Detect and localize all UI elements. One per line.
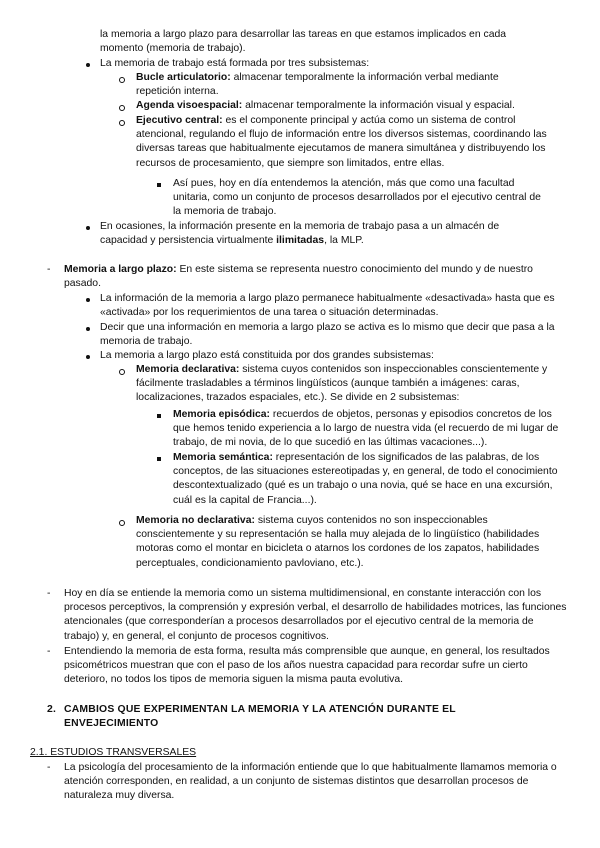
asi-pues-item: Así pues, hoy en día entendemos la atención, más que como una facultad unitaria, como un conjunto de procesos desarrollados por el ejecutivo central de la memoria de trabajo. — [173, 178, 541, 218]
bullet-dot-icon — [86, 63, 90, 67]
bullet-dot-icon — [86, 355, 90, 359]
section-number: 2. — [47, 704, 57, 715]
memoria-no-declarativa-item — [136, 514, 566, 571]
bucle-label: Bucle articulatorio: — [136, 72, 231, 83]
bullet-dot-icon — [86, 298, 90, 302]
dash-marker: - — [47, 762, 51, 773]
section-2-1-heading: 2.1. ESTUDIOS TRANSVERSALES — [30, 747, 197, 758]
bullet-square-icon — [157, 414, 161, 418]
dash-marker: - — [47, 646, 51, 657]
memoria-episodica-item — [173, 408, 568, 451]
mlp-paragraph — [64, 263, 544, 291]
bullet-square-icon — [157, 183, 161, 187]
ilimitadas-emphasis: ilimitadas — [276, 235, 325, 247]
episodica-label: Memoria episódica: — [173, 409, 271, 420]
bullet-dot-icon — [86, 327, 90, 331]
no-declarativa-text: sistema cuyos contenidos no son inspeccionables conscientemente y su representación se halla muy alejada de lo lingüístico (habilidades motoras como el montar en bicicleta o atarnos los cordones de los zapatos, habilidades perceptuales, condicionamiento pavloviano, etc.). — [136, 515, 540, 569]
memoria-declarativa-item — [136, 363, 556, 406]
mlp-label: Memoria a largo plazo: — [64, 264, 177, 275]
agenda-visoespacial-item — [136, 99, 556, 113]
mlp-bullet-2: Decir que una información en memoria a largo plazo se activa es lo mismo que decir que pasa a la memoria de trabajo. — [100, 322, 555, 348]
no-declarativa-label: Memoria no declarativa: — [136, 515, 255, 526]
declarativa-label: Memoria declarativa: — [136, 364, 240, 375]
dash-marker: - — [47, 264, 51, 275]
bullet-square-icon — [157, 457, 161, 461]
semantica-label: Memoria semántica: — [173, 452, 273, 463]
psicologia-paragraph: La psicología del procesamiento de la información entiende que lo que habitualmente llamamos memoria o atención corresponden, en realidad, a un conjunto de sistemas distintos que desarrollan procesos de naturaleza muy diversa. — [64, 762, 557, 802]
ocasiones-bullet — [100, 220, 540, 248]
mlp-text: En este sistema se representa nuestro conocimiento del mundo y de nuestro pasado. — [64, 264, 533, 290]
ocasiones-text: En ocasiones, la información presente en la memoria de trabajo pasa a un almacén de capacidad y persistencia virtualmente — [100, 221, 500, 247]
bullet-circle-icon — [119, 77, 125, 83]
working-memory-bullet: La memoria de trabajo está formada por tres subsistemas: — [100, 58, 370, 69]
dash-marker: - — [47, 588, 51, 599]
continuation-paragraph: la memoria a largo plazo para desarrollar las tareas en que estamos implicados en cada momento (memoria de trabajo). — [100, 29, 507, 55]
mlp-bullet-1: La información de la memoria a largo plazo permanece habitualmente «desactivada» hasta que es «activada» por los requerimientos de una tarea o situación determinadas. — [100, 293, 555, 319]
bullet-circle-icon — [119, 105, 125, 111]
agenda-label: Agenda visoespacial: — [136, 100, 243, 111]
ejecutivo-text: es el componente principal y actúa como un sistema de control atencional, regulando el flujo de información entre los diversos sistemas, coordinando las diversas tareas que habitualmente ejecutamos de manera simultánea y distribuyendo los recursos de procesamiento, que siempre son limitados, entre ellas. — [136, 115, 547, 169]
bullet-circle-icon — [119, 520, 125, 526]
mlp-bullet-3: La memoria a largo plazo está constituida por dos grandes subsistemas: — [100, 350, 434, 361]
ocasiones-end: , la MLP. — [324, 235, 364, 247]
episodica-text: recuerdos de objetos, personas y episodios concretos de los que hemos tenido experiencia a lo largo de nuestra vida (el recuerdo de mi lugar de trabajo, de mi novia, de lo que sucedió en las últimas vacaciones...). — [173, 409, 559, 449]
ejecutivo-label: Ejecutivo central: — [136, 115, 223, 126]
multidimensional-paragraph: Hoy en día se entiende la memoria como un sistema multidimensional, en constante interacción con los procesos perceptivos, la comprensión y expresión verbal, el desarrollo de habilidades motrices, las funciones atencionales (que corresponderían a procesos desarrollados por el ejecutivo central de la memoria de trabajo) y, en general, el conjunto de procesos cognitivos. — [64, 588, 567, 642]
declarativa-text: sistema cuyos contenidos son inspeccionables conscientemente y fácilmente trasladables a términos lingüísticos (aunque también a imágenes: caras, localizaciones, trazados espaciales, etc.). Se divide en 2 subsistemas: — [136, 364, 548, 404]
entendiendo-paragraph: Entendiendo la memoria de esta forma, resulta más comprensible que aunque, en general, los resultados psicométricos muestran que con el paso de los años nuestra capacidad para recordar sufre un cierto deterioro, no todos los tipos de memoria siguen la misma pauta evolutiva. — [64, 646, 550, 686]
agenda-text: almacenar temporalmente la información visual y espacial. — [242, 100, 515, 111]
memoria-semantica-item — [173, 451, 568, 508]
bucle-articulatorio-item — [136, 71, 536, 99]
bullet-dot-icon — [86, 226, 90, 230]
semantica-text: representación de los significados de las palabras, de los conceptos, de las situaciones estereotipadas y, en general, de todo el conocimiento descontextualizado (qué es un trabajo o una novia, qué se hace en una excursión, cuál es la capital de Francia...). — [173, 452, 558, 506]
bullet-circle-icon — [119, 120, 125, 126]
bucle-text: almacenar temporalmente la información verbal mediante repetición interna. — [136, 72, 499, 98]
section-2-heading: CAMBIOS QUE EXPERIMENTAN LA MEMORIA Y LA ATENCIÓN DURANTE EL ENVEJECIMIENTO — [64, 704, 456, 730]
ejecutivo-central-item — [136, 114, 548, 171]
bullet-circle-icon — [119, 369, 125, 375]
